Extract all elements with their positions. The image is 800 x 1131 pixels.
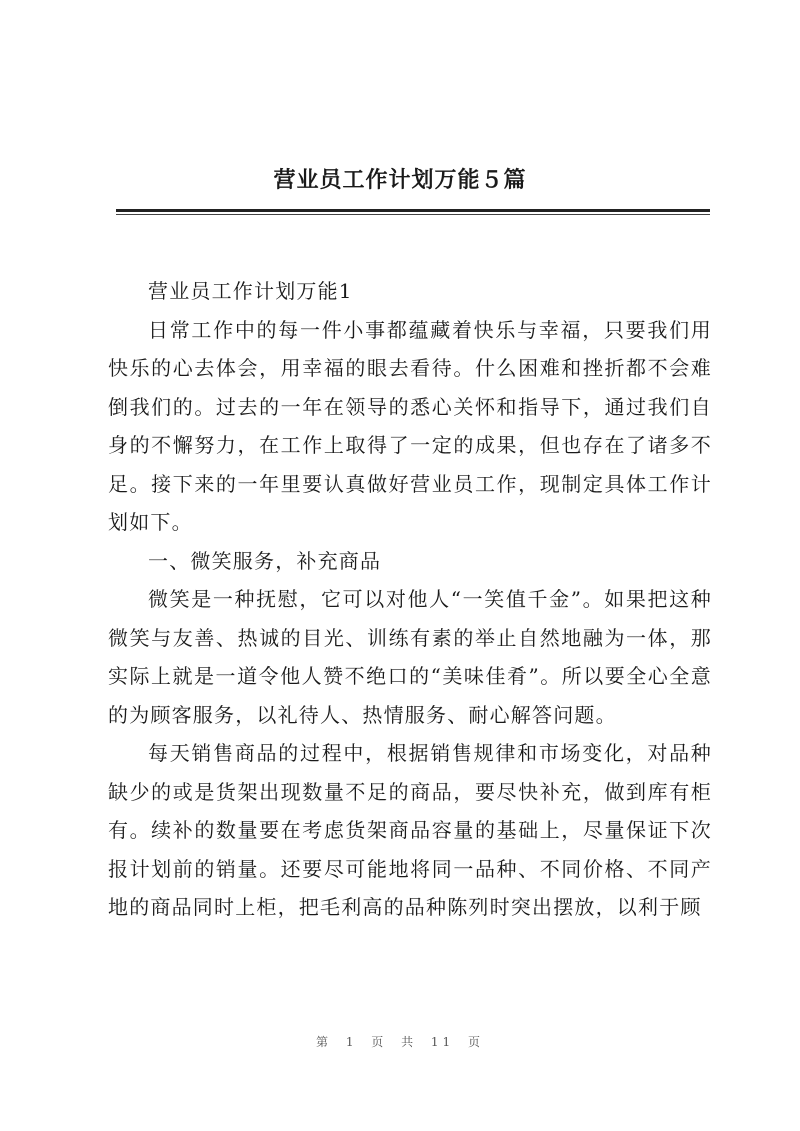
title-divider: [116, 209, 710, 212]
paragraph-intro: 日常工作中的每一件小事都蕴藏着快乐与幸福，只要我们用快乐的心去体会，用幸福的眼去看待。什么困难和挫折都不会难倒我们的。过去的一年在领导的悉心关怀和指导下，通过我们自身的不懈努力，在工作上取得了一定的成果，但也存在了诸多不足。接下来的一年里要认真做好营业员工作，现制定具体工作计划如下。: [108, 317, 712, 534]
paragraph-restock: 每天销售商品的过程中，根据销售规律和市场变化，对品种缺少的或是货架出现数量不足的商品，要尽快补充，做到库有柜有。续补的数量要在考虑货架商品容量的基础上，尽量保证下次报计划前的销量。还要尽可能地将同一品种、不同价格、不同产地的商品同时上柜，把毛利高的品种陈列时突出摆放，以利于顾: [108, 741, 712, 919]
document-title: 营业员工作计划万能５篇: [273, 167, 527, 193]
document-body: [108, 272, 712, 927]
page-number: 第 1 页 共 11 页: [316, 1035, 484, 1049]
subsection-heading: 一、微笑服务，补充商品: [148, 548, 382, 573]
title-divider-thin: [116, 214, 710, 215]
section-heading: 营业员工作计划万能1: [148, 279, 353, 303]
paragraph-smile: 微笑是一种抚慰，它可以对他人“一笑值千金”。如果把这种微笑与友善、热诚的目光、训练有素的举止自然地融为一体，那实际上就是一道令他人赞不绝口的“美味佳肴”。所以要全心全意的为顾客服务，以礼待人、热情服务、耐心解答问题。: [108, 587, 712, 727]
